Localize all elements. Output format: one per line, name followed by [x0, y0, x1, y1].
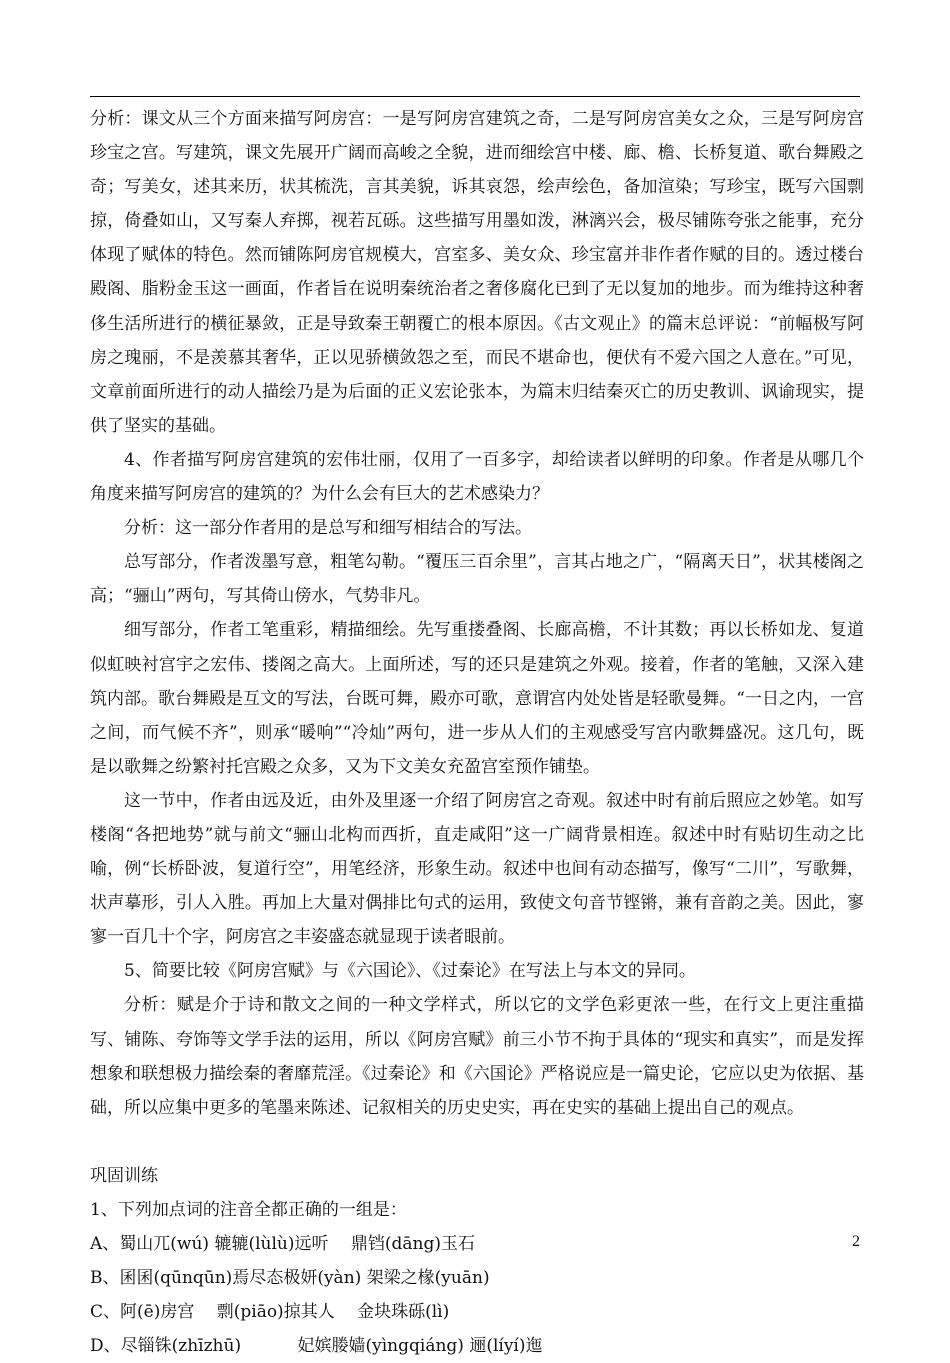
- analysis-5: 分析：赋是介于诗和散文之间的一种文学样式，所以它的文学色彩更浓一些，在行文上更注重描写、铺陈、夸饰等文学手法的运用，所以《阿房宫赋》前三小节不拘于具体的“现实和真实”，而是发挥想象和联想极力描绘秦的奢靡荒淫。《过秦论》和《六国论》严格说应是一篇史论，它应以史为依据、基础，所以应集中更多的笔墨来陈述、记叙相关的历史史实，再在史实的基础上提出自己的观点。: [90, 995, 864, 1118]
- exercise-title: 巩固训练: [90, 1165, 158, 1186]
- analysis-4-detail: 细写部分，作者工笔重彩，精描细绘。先写重搂叠阁、长廊高檐，不计其数；再以长桥如龙、复道似虹映衬宫宇之宏伟、搂阁之高大。上面所述，写的还只是建筑之外观。接着，作者的笔触，又深入建筑内部。歌台舞殿是互文的写法，台既可舞，殿亦可歌，意谓宫内处处皆是轻歌曼舞。“一日之内，一宫之间，而气候不齐”，则承“暖响”“冷灿”两句，进一步从人们的主观感受写宫内歌舞盛况。这几句，既是以歌舞之纷繁衬托宫殿之众多，又为下文美女充盈宫室预作铺垫。: [90, 620, 864, 777]
- body-text: [90, 102, 864, 1363]
- question-4: 4、作者描写阿房宫建筑的宏伟壮丽，仅用了一百多字，却给读者以鲜明的印象。作者是从哪几个角度来描写阿房宫的建筑的？为什么会有巨大的艺术感染力？: [90, 449, 864, 505]
- exercise-question-1: 1、下列加点词的注音全都正确的一组是：: [90, 1199, 407, 1220]
- header-rule: [90, 96, 860, 97]
- option-a: A、蜀山兀(wú) 辘辘(lùlù)远听 鼎铛(dāng)玉石: [90, 1234, 475, 1254]
- analysis-4-intro: 分析：这一部分作者用的是总写和细写相结合的写法。: [124, 518, 532, 539]
- paragraph-gap: [90, 1125, 864, 1159]
- analysis-paragraph-3: 分析：课文从三个方面来描写阿房宫：一是写阿房宫建筑之奇，二是写阿房宫美女之众，三是写阿房宫珍宝之宫。写建筑，课文先展开广阔而高峻之全貌，进而细绘宫中楼、廊、檐、长桥复道、歌台舞殿之奇；写美女，述其来历，状其梳洗，言其美貌，诉其哀怨，绘声绘色，备加渲染；写珍宝，既写六国剽掠，倚叠如山，又写秦人弃掷，视若瓦砾。这些描写用墨如泼，淋漓兴会，极尽铺陈夸张之能事，充分体现了赋体的特色。然而铺陈阿房官规模大，宫室多、美女众、珍宝富并非作者作赋的目的。透过楼台殿阁、脂粉金玉这一画面，作者旨在说明秦统治者之奢侈腐化已到了无以复加的地步。而为维持这种奢侈生活所进行的横征暴敛，正是导致秦王朝覆亡的根本原因。《古文观止》的篇末总评说：“前幅极写阿房之瑰丽，不是羡慕其奢华，正以见骄横敛怨之至，而民不堪命也，便伏有不爱六国之人意在。”可见，文章前面所进行的动人描绘乃是为后面的正义宏论张本，为篇末归结秦灭亡的历史教训、讽谕现实，提供了坚实的基础。: [90, 109, 864, 436]
- page-number: 2: [852, 1233, 860, 1250]
- option-d: D、尽锱铢(zhīzhū) 妃嫔媵嫱(yìngqiáng) 逦(líyí)迤: [90, 1336, 543, 1357]
- question-5: 5、简要比较《阿房宫赋》与《六国论》、《过秦论》在写法上与本文的异同。: [124, 961, 696, 982]
- option-b: B、囷囷(qūnqūn)焉尽态极妍(yàn) 架梁之椽(yuān): [90, 1268, 490, 1289]
- analysis-4-overall: 总写部分，作者泼墨写意，粗笔勾勒。“覆压三百余里”，言其占地之广，“隔离天日”，状其楼阁之高；“骊山”两句，写其倚山傍水，气势非凡。: [90, 552, 864, 607]
- analysis-4-section: 这一节中，作者由远及近，由外及里逐一介绍了阿房宫之奇观。叙述中时有前后照应之妙笔。如写楼阁“各把地势”就与前文“骊山北构而西折，直走咸阳”这一广阔背景相连。叙述中时有贴切生动之比喻，例“长桥卧波，复道行空”，用笔经济，形象生动。叙述中也间有动态描写，像写“二川”，写歌舞，状声摹形，引人入胜。再加上大量对偶排比句式的运用，致使文句音节铿锵，兼有音韵之美。因此，寥寥一百几十个字，阿房宫之丰姿盛态就显现于读者眼前。: [90, 790, 864, 948]
- option-c: C、阿(ē)房宫 剽(piāo)掠其人 金块珠砾(lì): [90, 1302, 450, 1323]
